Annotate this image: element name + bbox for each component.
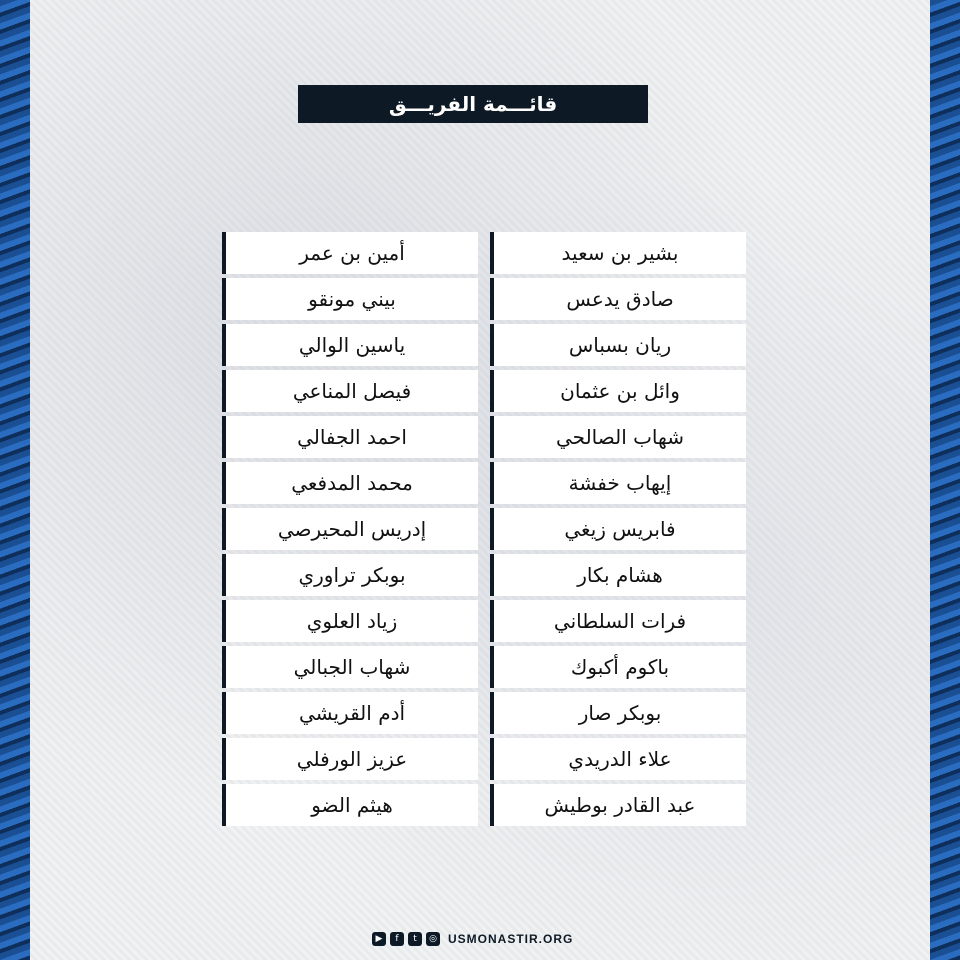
instagram-icon[interactable]: ◎ [426, 932, 440, 946]
twitter-icon[interactable]: t [408, 932, 422, 946]
player-cell: إدريس المحيرصي [222, 508, 478, 550]
player-cell: بيني مونقو [222, 278, 478, 320]
roster-row [0, 232, 960, 274]
player-cell: باكوم أكبوك [490, 646, 746, 688]
player-cell: أدم القريشي [222, 692, 478, 734]
player-cell: عزيز الورفلي [222, 738, 478, 780]
roster-row [0, 462, 960, 504]
player-cell: فابريس زيغي [490, 508, 746, 550]
youtube-icon[interactable]: ▶ [372, 932, 386, 946]
roster-row [0, 600, 960, 642]
footer [372, 930, 573, 948]
player-cell: شهاب الصالحي [490, 416, 746, 458]
player-cell: فرات السلطاني [490, 600, 746, 642]
player-cell: بشير بن سعيد [490, 232, 746, 274]
player-cell: هشام بكار [490, 554, 746, 596]
roster-row [0, 692, 960, 734]
roster-row [0, 554, 960, 596]
player-cell: علاء الدريدي [490, 738, 746, 780]
player-cell: وائل بن عثمان [490, 370, 746, 412]
player-cell: ياسين الوالي [222, 324, 478, 366]
roster-row [0, 324, 960, 366]
player-cell: أمين بن عمر [222, 232, 478, 274]
player-cell: بوبكر تراوري [222, 554, 478, 596]
roster-row [0, 508, 960, 550]
player-cell: احمد الجفالي [222, 416, 478, 458]
page-title: قائـــمة الفريـــق [298, 85, 648, 123]
roster-row [0, 278, 960, 320]
roster-row [0, 646, 960, 688]
player-cell: ريان بسباس [490, 324, 746, 366]
player-cell: فيصل المناعي [222, 370, 478, 412]
player-cell: شهاب الجبالي [222, 646, 478, 688]
roster-row [0, 416, 960, 458]
roster-row [0, 784, 960, 826]
facebook-icon[interactable]: f [390, 932, 404, 946]
player-cell: محمد المدفعي [222, 462, 478, 504]
player-cell: إيهاب خفشة [490, 462, 746, 504]
player-cell: هيثم الضو [222, 784, 478, 826]
player-cell: بوبكر صار [490, 692, 746, 734]
roster-row [0, 370, 960, 412]
player-cell: صادق يدعس [490, 278, 746, 320]
website-link[interactable]: USMONASTIR.ORG [448, 932, 574, 946]
roster-row [0, 738, 960, 780]
player-cell: عبد القادر بوطيش [490, 784, 746, 826]
player-cell: زياد العلوي [222, 600, 478, 642]
